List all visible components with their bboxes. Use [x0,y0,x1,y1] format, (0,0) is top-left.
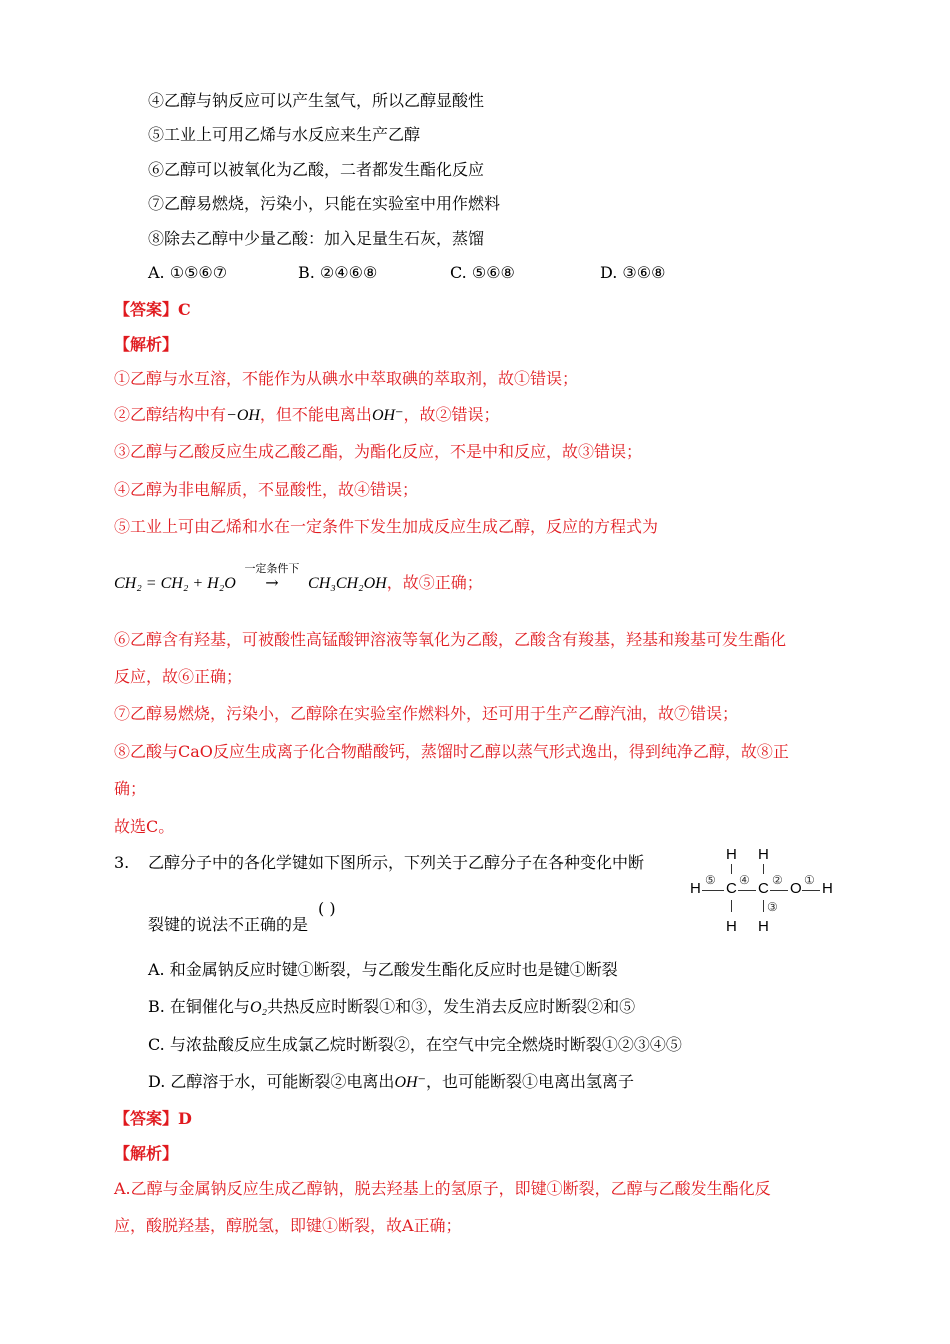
q3-analysis-line-2: 应，酸脱羟基，醇脱氢，即键①断裂，故A正确； [114,1216,462,1235]
bond-c1-h-top [731,864,732,874]
bond-label-3: ③ [767,900,778,914]
bond-label-5: ⑤ [705,873,716,887]
atom-h-top-2: H [758,846,769,863]
atom-h-bottom-1: H [726,918,737,935]
q3-option-b-text-a: B. 在铜催化与 [148,997,250,1016]
q2-analysis-line-8a: ⑧乙酸与CaO反应生成离子化合物醋酸钙，蒸馏时乙醇以蒸气形式逸出，得到纯净乙醇，故⑧正 [114,742,789,761]
atom-h-bottom-2: H [758,918,769,935]
q2-analysis-line-3: ③乙醇与乙酸反应生成乙酸乙酯，为酯化反应，不是中和反应，故③错误； [114,442,643,461]
q2-analysis-line-6b: 反应，故⑥正确； [114,667,243,686]
q2-analysis-line-1: ①乙醇与水互溶，不能作为从碘水中萃取碘的萃取剂，故①错误； [114,369,579,388]
bond-h-c1 [702,890,724,891]
bond-c1-h-bottom [731,900,732,912]
bond-label-1: ① [804,873,815,887]
q2-item-5: ⑤工业上可用乙烯与水反应来生产乙醇 [148,125,421,144]
bond-label-2: ② [772,873,783,887]
ethanol-structure-diagram [688,846,838,938]
bond-c2-o [770,890,788,891]
atom-h-right: H [822,880,833,897]
q2-item-6: ⑥乙醇可以被氧化为乙酸，二者都发生酯化反应 [148,160,485,179]
equation-arrow-glyph: → [265,573,279,592]
q2-conclusion: 故选C。 [114,817,175,836]
bond-label-4: ④ [739,873,750,887]
q2-item-8: ⑧除去乙醇中少量乙酸：加入足量生石灰，蒸馏 [148,229,485,248]
q3-answer: 【答案】D [114,1109,192,1128]
q3-option-b [148,996,635,1019]
q2-equation [114,562,483,595]
q3-stem-line-2: 裂键的说法不正确的是 [148,915,309,934]
bond-c2-h-top [763,864,764,874]
q2-analysis-line-2-text-b: ，但不能电离出 [259,405,372,424]
q3-option-b-oxygen: O₂ [249,999,268,1016]
q3-option-c: C. 与浓盐酸反应生成氯乙烷时断裂②，在空气中完全燃烧时断裂①②③④⑤ [148,1035,682,1054]
q2-option-d: D. ③⑥⑧ [600,263,666,282]
q2-option-a: A. ①⑤⑥⑦ [148,263,228,282]
q2-answer: 【答案】C [114,300,191,319]
atom-c2: C [758,880,769,897]
bond-c2-h-bottom [763,900,764,912]
atom-c1: C [726,880,737,897]
q3-analysis-title: 【解析】 [114,1144,179,1163]
q3-option-a: A. 和金属钠反应时键①断裂，与乙酸发生酯化反应时也是键①断裂 [148,960,618,979]
q2-analysis-line-4: ④乙醇为非电解质，不显酸性，故④错误； [114,480,419,499]
q3-stem-line-1: 乙醇分子中的各化学键如下图所示，下列关于乙醇分子在各种变化中断 [148,853,645,872]
q3-option-d-hydroxide: OH⁻ [394,1074,426,1091]
q2-analysis-line-7: ⑦乙醇易燃烧，污染小，乙醇除在实验室作燃料外，还可用于生产乙醇汽油，故⑦错误； [114,704,739,723]
q2-analysis-line-6a: ⑥乙醇含有羟基，可被酸性高锰酸钾溶液等氧化为乙酸，乙酸含有羧基，羟基和羧基可发生酯化 [114,630,787,649]
bond-o-h [802,890,820,891]
q2-analysis-line-2-text-a: ②乙醇结构中有 [114,405,227,424]
equation-reactants: CH₂ = CH₂ + H₂O [114,575,236,592]
q2-option-c: C. ⑤⑥⑧ [450,263,515,282]
q3-answer-paren: ( ) [318,899,336,918]
q2-option-b: B. ②④⑥⑧ [298,263,378,282]
q2-analysis-line-2-text-c: ，故②错误； [403,405,500,424]
q3-option-b-text-b: 共热反应时断裂①和③，发生消去反应时断裂②和⑤ [267,997,636,1016]
q2-item-7: ⑦乙醇易燃烧，污染小，只能在实验室中用作燃料 [148,194,501,213]
q2-item-4: ④乙醇与钠反应可以产生氢气，所以乙醇显酸性 [148,91,485,110]
q3-number: 3. [114,853,130,872]
q3-option-d-text-b: ，也可能断裂①电离出氢离子 [426,1072,635,1091]
equation-arrow [241,562,303,594]
q2-analysis-hydroxyl: −OH [226,407,260,424]
q2-analysis-line-5: ⑤工业上可由乙烯和水在一定条件下发生加成反应生成乙醇，反应的方程式为 [114,517,659,536]
bond-c1-c2 [738,890,756,891]
atom-o: O [790,880,802,897]
equation-product: CH₃CH₂OH [308,575,387,592]
q3-option-d [148,1071,634,1094]
equation-condition: 一定条件下 [244,562,300,575]
atom-h-left: H [690,880,701,897]
q2-analysis-title: 【解析】 [114,335,179,354]
atom-h-top-1: H [726,846,737,863]
q3-analysis-line-1: A.乙醇与金属钠反应生成乙醇钠，脱去羟基上的氢原子，即键①断裂，乙醇与乙酸发生酯化反 [114,1179,771,1198]
equation-tail: ，故⑤正确； [386,573,483,592]
q2-analysis-line-2 [114,404,500,427]
q3-option-d-text-a: D. 乙醇溶于水，可能断裂②电离出 [148,1072,395,1091]
q2-analysis-hydroxide: OH⁻ [371,407,404,424]
q2-analysis-line-8b: 确； [114,779,147,798]
